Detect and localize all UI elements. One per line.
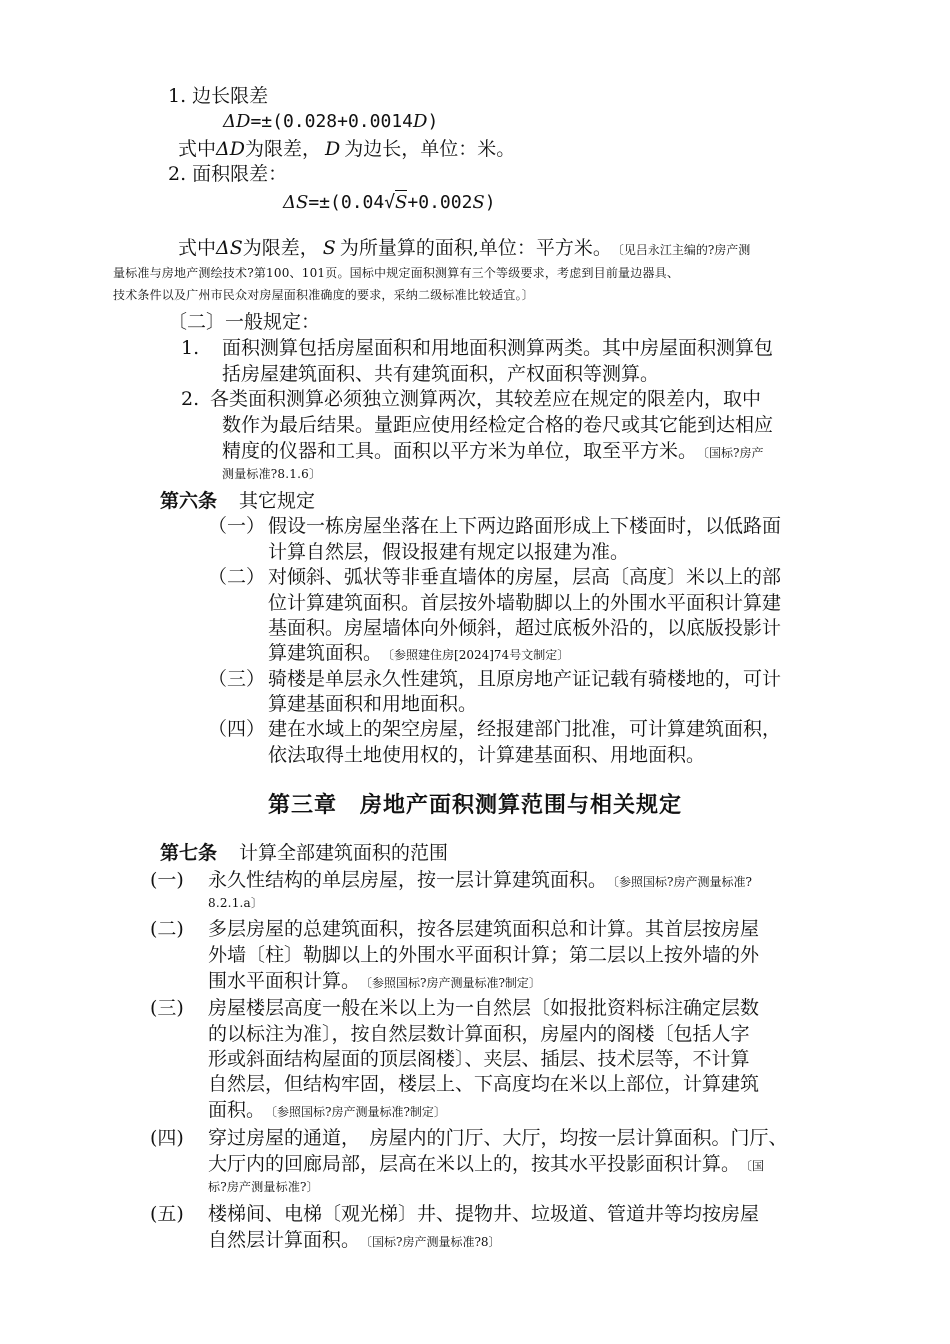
list-item-number: (四) [150,1127,184,1149]
reference-note: 〔参照国标?房产测量标准?制定〕 [366,976,541,990]
list-item-text: 算建筑面积。 [268,642,383,664]
reference-note-line: 标?房产测量标准?〕 [208,1180,319,1194]
article-6-heading [160,488,315,514]
list-item-text [208,1227,501,1253]
reference-note-line: 量标准与房地产测绘技术?第100、101页。国标中规定面积测算有三个等级要求，考虑到目前量边器具、 [113,266,680,280]
desc-text: 式中 [178,237,217,259]
desc-symbol: D [325,138,341,160]
desc-symbol: ΔS [216,237,243,259]
formula-side-length [223,109,438,135]
list-item-text: 自然层，但结构牢固，楼层上、下高度均在米以上部位，计算建筑 [208,1073,760,1095]
formula-description-side [178,136,515,162]
list-item-number: 2. [181,388,200,410]
list-item-text: 的以标注为准〕，按自然层数计算面积，房屋内的阁楼〔包括人字 [208,1023,750,1045]
desc-text: 为限差， [242,237,319,259]
list-item-text: 算建基面积和用地面积。 [268,693,478,715]
list-item-text: 形或斜面结构屋面的顶层阁楼〕、夹层、插层、技术层等，不计算 [208,1048,750,1070]
desc-text: 为所量算的面积,单位：平方米。 [339,237,612,259]
list-item-text [268,640,569,666]
reference-note: 〔国 [746,1159,765,1173]
list-item-number: (二) [150,918,184,940]
list-item-text: 对倾斜、弧状等非垂直墙体的房屋，层高〔高度〕米以上的部 [268,566,782,588]
formula-close: ) [484,192,496,213]
formula-body: +0.002 [407,192,473,213]
formula-area [283,190,496,216]
reference-note: 〔参照建住房[2024]74号文制定〕 [388,648,570,662]
list-item-text [208,968,541,994]
list-item-text: 面积测算包括房屋面积和用地面积测算两类。其中房屋面积测算包 [222,337,774,359]
article-label: 第六条 [160,490,218,512]
list-item-text [208,1097,446,1123]
formula-description-area [178,235,750,261]
reference-note: 〔参照国标?房产测量标准?制定〕 [271,1105,446,1119]
reference-note-line: 8.2.1.a〕 [208,896,264,910]
reference-note: 〔参照国标?房产测量标准? [613,875,752,889]
item-area-tolerance: 2. 面积限差： [168,163,288,185]
list-item-text: 自然层计算面积。 [208,1229,361,1251]
list-item-text: 各类面积测算必须独立测算两次，其较差应在规定的限差内，取中 [210,388,762,410]
formula-lhs: ΔD [223,111,251,132]
list-item-text: 依法取得土地使用权的，计算建基面积、用地面积。 [268,744,706,766]
formula-radicand: S [395,192,408,213]
formula-var: S [472,192,485,213]
list-item-text: 外墙〔柱〕勒脚以上的外围水平面积计算；第二层以上按外墙的外 [208,944,760,966]
list-item-text: 数作为最后结果。量距应使用经检定合格的卷尺或其它能到达相应 [222,414,774,436]
list-item-text: 永久性结构的单层房屋，按一层计算建筑面积。 [208,869,608,891]
list-item-text: 计算自然层，假设报建有规定以报建为准。 [268,541,630,563]
desc-text: 式中 [178,138,217,160]
desc-text: 为边长，单位：米。 [344,138,516,160]
sqrt-icon: √ [384,192,396,213]
formula-close: ) [427,111,439,132]
list-item-text: 基面积。房屋墙体向外倾斜，超过底板外沿的，以底版投影计 [268,617,782,639]
article-title: 其它规定 [239,490,316,512]
article-title: 计算全部建筑面积的范围 [239,842,449,864]
formula-lhs: ΔS [283,192,309,213]
article-label: 第七条 [160,842,218,864]
list-item-number: (三) [150,997,184,1019]
list-item-number: （三） [208,668,266,690]
list-item-text: 穿过房屋的通道， 房屋内的门厅、大厅，均按一层计算面积。门厅、 [208,1127,788,1149]
desc-symbol: S [322,237,336,259]
list-item-number: (一) [150,869,184,891]
chapter-title: 第三章 房地产面积测算范围与相关规定 [267,793,682,818]
list-item-text: 面积。 [208,1099,266,1121]
section-general-rules-heading: 〔二〕一般规定： [168,311,321,333]
list-item-text: 假设一栋房屋坐落在上下两边路面形成上下楼面时，以低路面 [268,515,782,537]
list-item-text [208,1151,764,1177]
reference-note: 〔见吕永江主编的?房产测 [617,243,751,257]
reference-note: 〔国标?房产测量标准?8〕 [366,1235,501,1249]
list-item-text: 位计算建筑面积。首层按外墙勒脚以上的外围水平面积计算建 [268,592,782,614]
item-side-length-tolerance: 1. 边长限差 [168,85,269,107]
list-item-text: 围水平面积计算。 [208,970,361,992]
list-item-text [222,438,763,464]
list-item-text: 括房屋建筑面积、共有建筑面积，产权面积等测算。 [222,363,660,385]
list-item-number: (五) [150,1203,184,1225]
list-item-text: 楼梯间、电梯〔观光梯〕井、提物井、垃圾道、管道井等均按房屋 [208,1203,760,1225]
list-item-number: （二） [208,566,266,588]
formula-var: D [413,111,428,132]
desc-symbol: ΔD [216,138,245,160]
list-item-number: （一） [208,515,266,537]
formula-body: =±(0.028+0.0014 [250,111,413,132]
list-item-text [208,867,752,893]
reference-note: 〔国标?房产 [703,446,764,460]
list-item-text: 精度的仪器和工具。面积以平方米为单位，取至平方米。 [222,440,698,462]
reference-note-line: 技术条件以及广州市民众对房屋面积准确度的要求，采纳二级标准比较适宜。〕 [113,288,535,302]
list-item-number: （四） [208,718,266,740]
list-item-text: 骑楼是单层永久性建筑，且原房地产证记载有骑楼地的，可计 [268,668,782,690]
formula-body: =±(0.04 [308,192,385,213]
desc-text: 为限差， [244,138,321,160]
article-7-heading [160,840,448,866]
list-item-text: 多层房屋的总建筑面积，按各层建筑面积总和计算。其首层按房屋 [208,918,760,940]
list-item-text: 房屋楼层高度一般在米以上为一自然层〔如报批资料标注确定层数 [208,997,760,1019]
list-item-number: 1. [181,337,200,359]
list-item-text: 建在水域上的架空房屋，经报建部门批准，可计算建筑面积， [268,718,782,740]
list-item-text: 大厅内的回廊局部，层高在米以上的，按其水平投影面积计算。 [208,1153,741,1175]
reference-note-line: 测量标准?8.1.6〕 [222,467,322,481]
